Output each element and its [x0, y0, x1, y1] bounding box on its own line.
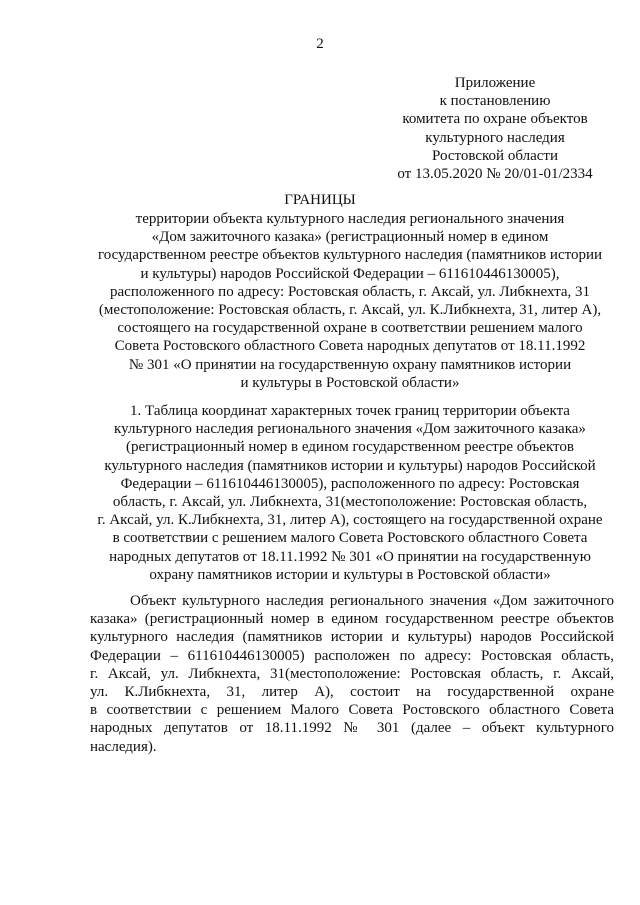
subtitle-line: «Дом зажиточного казака» (регистрационный номер в едином: [151, 229, 549, 246]
section-line: область, г. Аксай, ул. Либкнехта, 31(местоположение: Ростовская область,: [112, 494, 588, 511]
subtitle-line: расположенного по адресу: Ростовская область, г. Аксай, ул. Либкнехта, 31: [110, 283, 590, 300]
appendix-line: комитета по охране объектов: [402, 111, 588, 128]
appendix-line: Приложение: [454, 75, 536, 91]
subtitle-line: территории объекта культурного наследия регионального значения: [135, 211, 565, 227]
appendix-line: к постановлению: [439, 93, 551, 110]
body-line: культурного наследия (памятников истории и культуры) народов Российской: [90, 629, 614, 646]
section-line: охрану памятников истории и культуры в Ростовской области»: [149, 566, 551, 583]
subtitle-line: состоящего на государственной охране в соответствии решением малого: [117, 320, 583, 337]
document-subtitle: [80, 210, 620, 392]
section-heading: [80, 402, 620, 584]
body-line: Федерации – 611610446130005) расположен по адресу: Ростовская область,: [90, 647, 614, 664]
section-line: народных депутатов от 18.11.1992 № 301 «О принятии на государственную: [109, 548, 591, 565]
body-line: наследия).: [90, 738, 157, 755]
section-line: (регистрационный номер в едином государственном реестре объектов: [126, 439, 574, 456]
section-line: г. Аксай, ул. К.Либкнехта, 31, литер А), состоящего на государственной охране: [97, 512, 603, 529]
subtitle-line: государственном реестре объектов культурного наследия (памятников истории: [97, 247, 603, 264]
section-line: в соответствии с решением малого Совета Ростовского областного Совета: [112, 530, 588, 547]
appendix-line: Ростовской области: [432, 147, 558, 164]
document-title: ГРАНИЦЫ: [284, 192, 356, 208]
section-line: культурного наследия (памятников истории и культуры) народов Российской: [104, 457, 596, 474]
body-line: ул. К.Либкнехта, 31, литер А), состоит на государственной охране: [90, 684, 614, 701]
appendix-line: культурного наследия: [425, 129, 565, 146]
section-line: Федерации – 611610446130005), расположенного по адресу: Ростовская: [120, 475, 580, 492]
body-line: казака» (регистрационный номер в едином государственном реестре объектов: [90, 611, 614, 628]
page-number: 2: [316, 36, 324, 52]
appendix-block: [370, 74, 620, 183]
subtitle-line: № 301 «О принятии на государственную охрану памятников истории: [128, 356, 572, 373]
body-line: г. Аксай, ул. Либкнехта, 31(местоположение: Ростовская область, г. Аксай,: [90, 665, 614, 682]
appendix-line: от 13.05.2020 № 20/01-01/2334: [397, 166, 593, 183]
section-line: 1. Таблица координат характерных точек границ территории объекта: [130, 403, 570, 419]
body-line: народных депутатов от 18.11.1992 № 301 (далее – объект культурного: [90, 720, 614, 737]
subtitle-line: и культуры) народов Российской Федерации – 611610446130005),: [140, 265, 560, 282]
body-paragraph: [90, 592, 614, 756]
subtitle-line: (местоположение: Ростовская область, г. Аксай, ул. К.Либкнехта, 31, литер А),: [98, 302, 602, 319]
body-line: Объект культурного наследия регионального значения «Дом зажиточного: [130, 593, 614, 609]
section-line: культурного наследия регионального значения «Дом зажиточного казака»: [114, 421, 586, 438]
subtitle-line: и культуры в Ростовской области»: [240, 374, 460, 391]
subtitle-line: Совета Ростовского областного Совета народных депутатов от 18.11.1992: [114, 338, 586, 355]
body-line: в соответствии с решением Малого Совета Ростовского областного Совета: [90, 702, 614, 719]
